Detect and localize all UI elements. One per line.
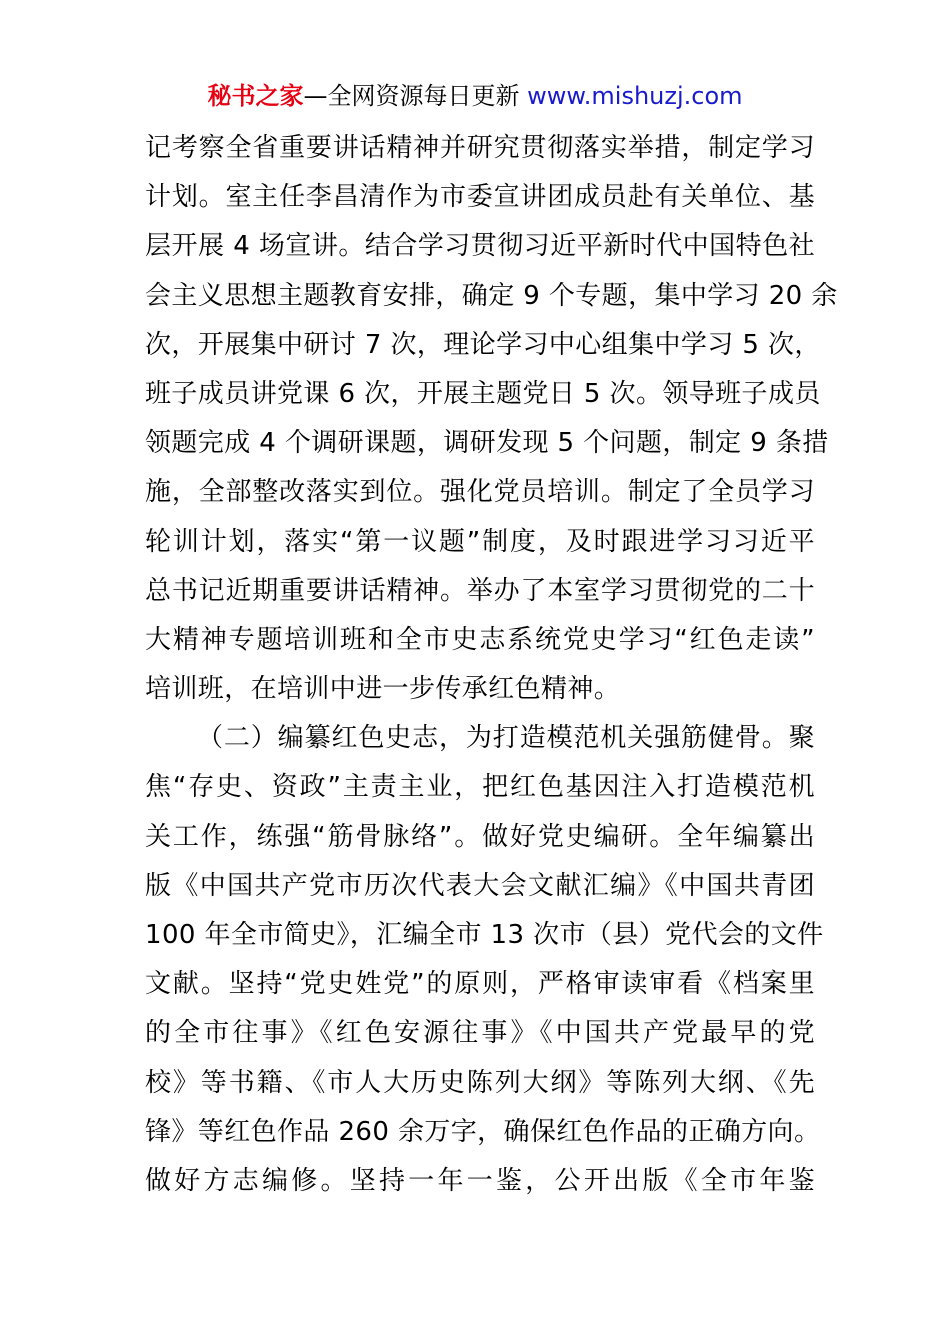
text-line: 做好方志编修。坚持一年一鉴，公开出版《全市年鉴 (145, 1165, 815, 1196)
text-line: 文献。坚持“党史姓党”的原则，严格审读审看《档案里 (145, 969, 815, 1000)
text-line: 的全市往事》《红色安源往事》《中国共产党最早的党 (145, 1018, 815, 1049)
section-heading-line: （二）编纂红色史志，为打造模范机关强筋健骨。聚 (197, 723, 815, 754)
text-line: 次，开展集中研讨 7 次，理论学习中心组集中学习 5 次， (145, 329, 821, 360)
text-line: 班子成员讲党课 6 次，开展主题党日 5 次。领导班子成员 (145, 378, 821, 409)
text-line: 施，全部整改落实到位。强化党员培训。制定了全员学习 (145, 477, 815, 508)
text-line: 总书记近期重要讲话精神。举办了本室学习贯彻党的二十 (145, 575, 815, 606)
text-line: 关工作，练强“筋骨脉络”。做好党史编研。全年编纂出 (145, 821, 815, 852)
text-line: 校》等书籍、《市人大历史陈列大纲》等陈列大纲、《先 (145, 1067, 815, 1098)
site-url[interactable]: www.mishuzj.com (527, 82, 743, 110)
text-line: 锋》等红色作品 260 余万字，确保红色作品的正确方向。 (145, 1116, 821, 1147)
text-line: 轮训计划，落实“第一议题”制度，及时跟进学习习近平 (145, 526, 815, 557)
site-brand: 秘书之家 (207, 82, 304, 110)
text-line: 计划。室主任李昌清作为市委宣讲团成员赴有关单位、基 (145, 182, 815, 213)
text-line: 层开展 4 场宣讲。结合学习贯彻习近平新时代中国特色社 (145, 231, 815, 262)
text-line: 焦“存史、资政”主责主业，把红色基因注入打造模范机 (145, 772, 815, 803)
text-line: 领题完成 4 个调研课题，调研发现 5 个问题，制定 9 条措 (145, 428, 829, 459)
text-line: 会主义思想主题教育安排，确定 9 个专题，集中学习 20 余 (145, 280, 838, 311)
text-line: 100 年全市简史》，汇编全市 13 次市（县）党代会的文件 (145, 920, 824, 950)
text-line: 版《中国共产党市历次代表大会文献汇编》《中国共青团 (145, 870, 815, 901)
text-line: 记考察全省重要讲话精神并研究贯彻落实举措，制定学习 (145, 133, 815, 163)
site-header (0, 80, 950, 112)
text-line: 大精神专题培训班和全市史志系统党史学习“红色走读” (145, 624, 815, 655)
site-tagline: —全网资源每日更新 (303, 82, 528, 110)
text-line: 培训班，在培训中进一步传承红色精神。 (145, 674, 621, 705)
document-body (145, 124, 838, 1206)
